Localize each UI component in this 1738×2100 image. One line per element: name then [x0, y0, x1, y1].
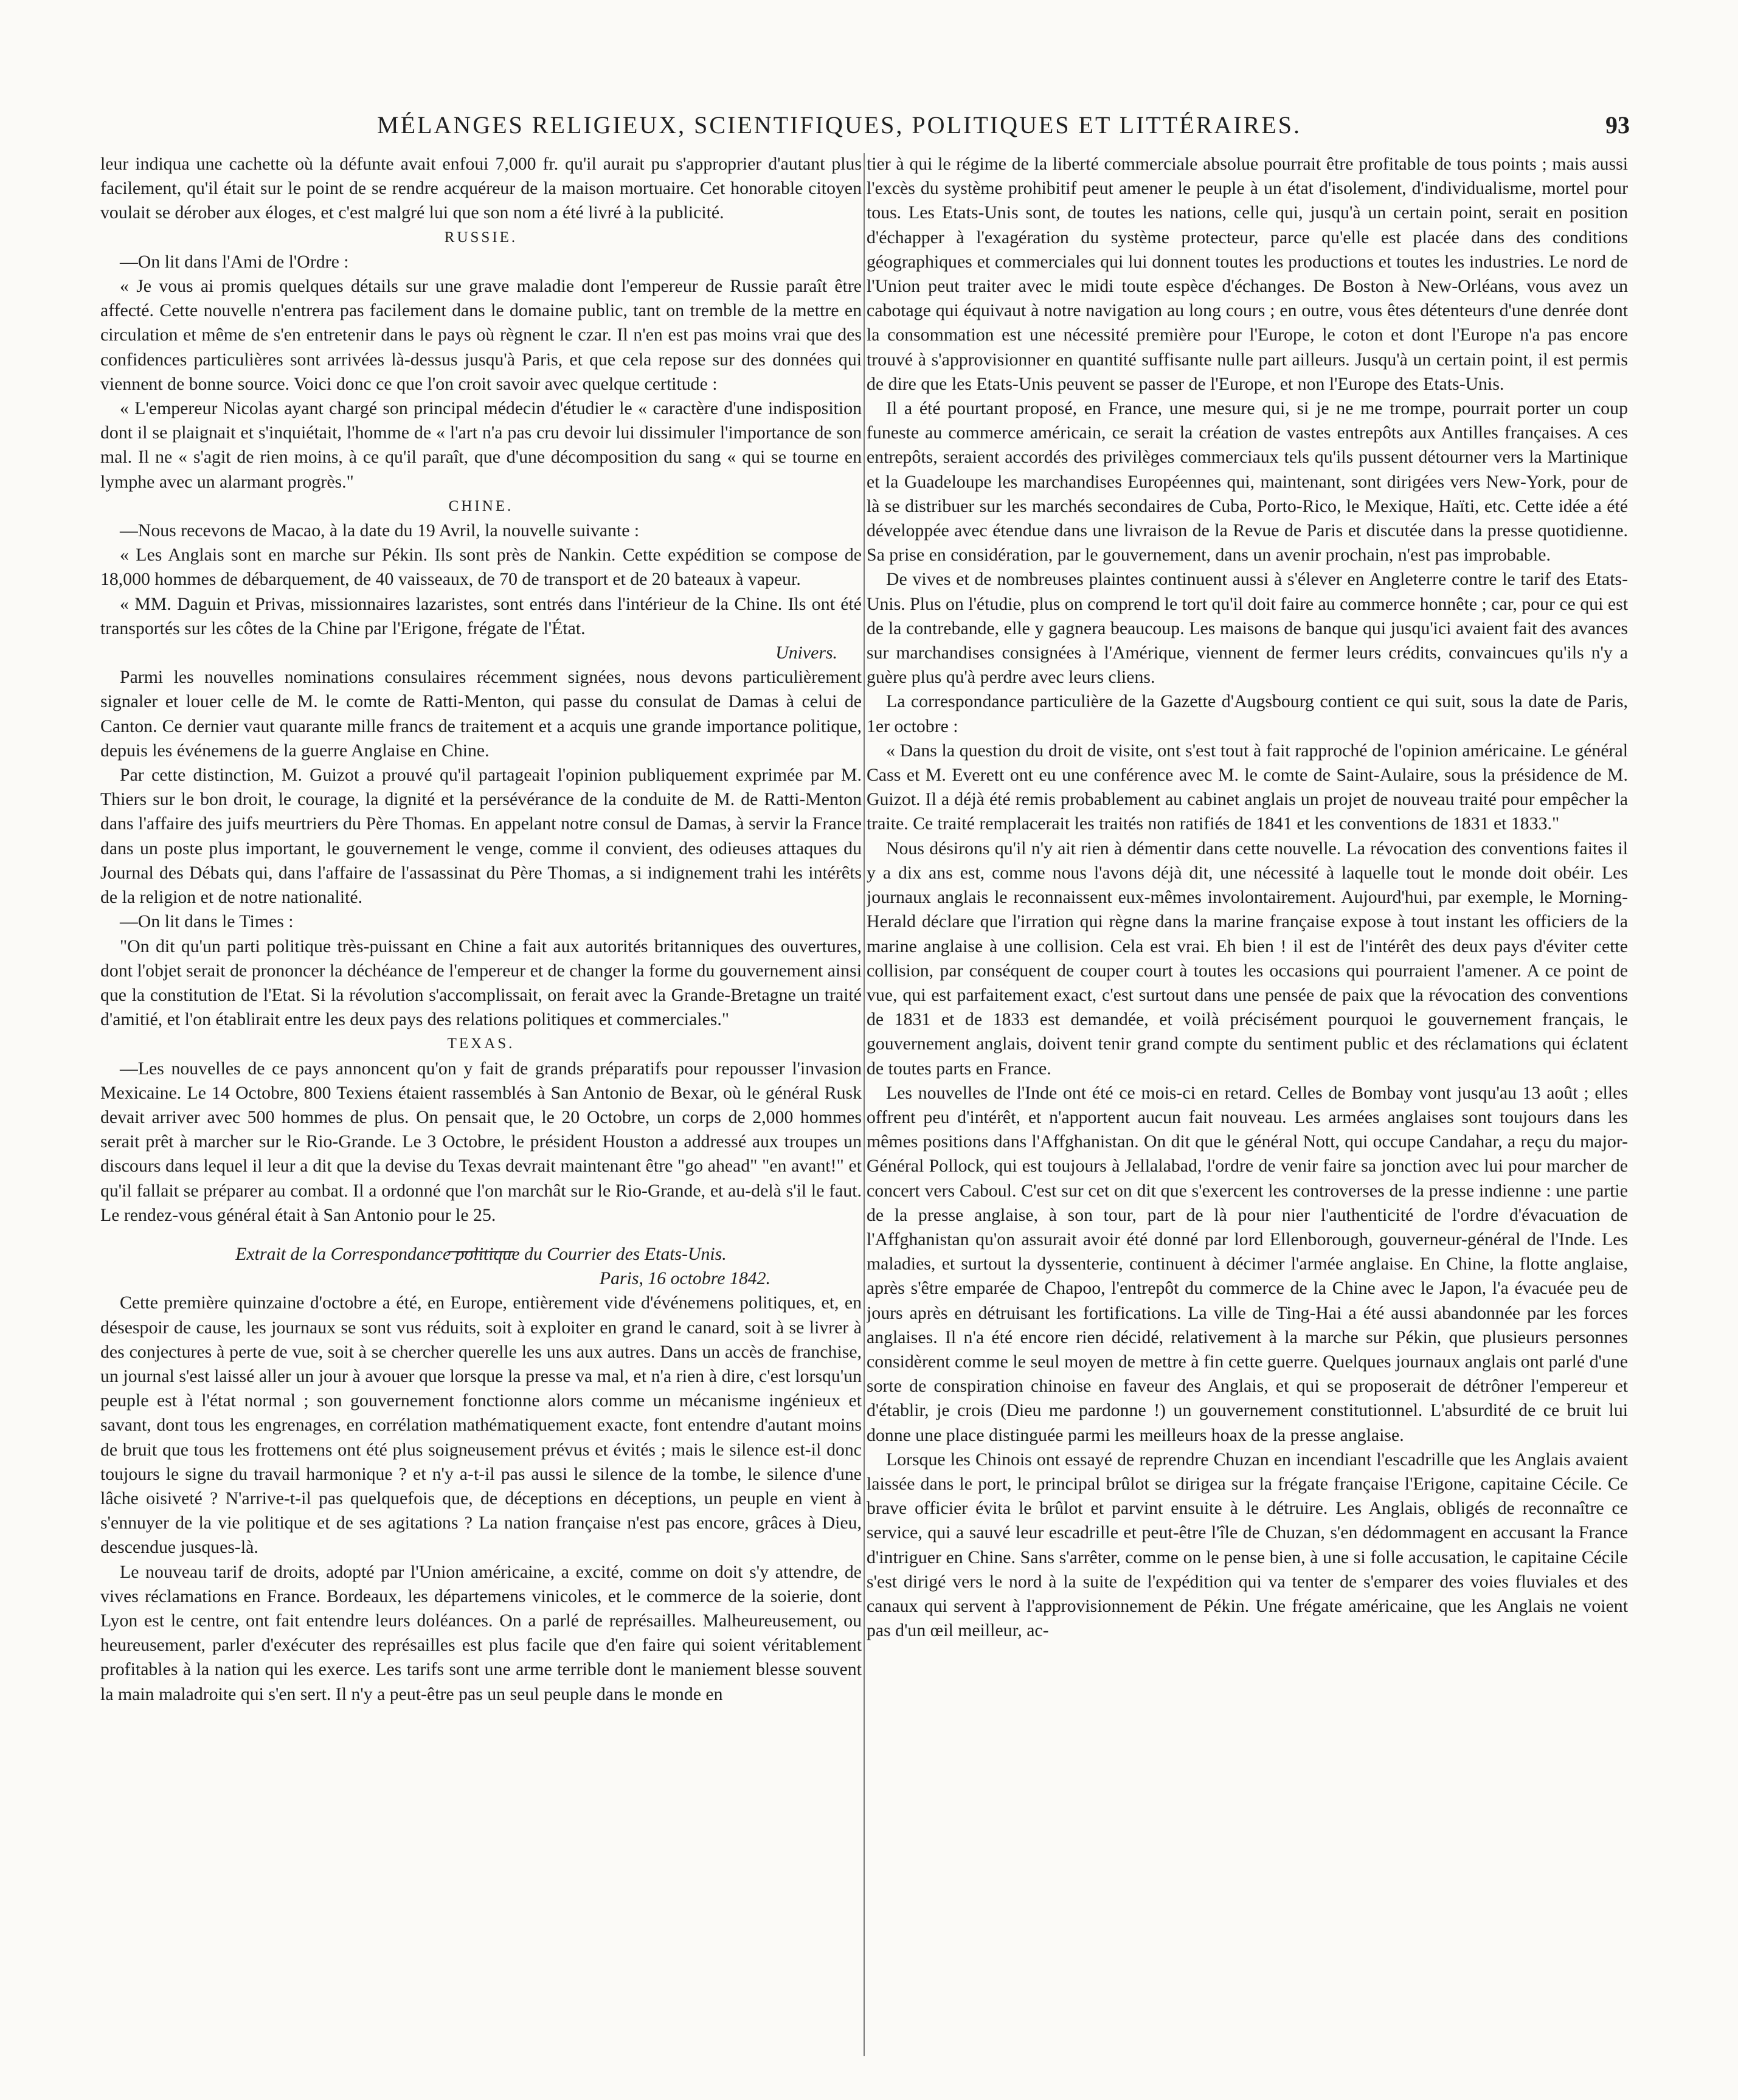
article-paragraph: Lorsque les Chinois ont essayé de reprendre Chuzan en incendiant l'escadrille que les Anglais avaient laissée dans le port, le principal brûlot se dirigea sur la frégate française l'Erigone, capitaine Cécile. Ce brave officier évita le brûlot et parvint ensuite à le détruire. Les Anglais, obligés de reconnaître ce service, qui a sauvé leur escadrille et peut-être l'île de Chuzan, s'en dédommagent en accusant la France d'intriguer en Chine. Sans s'arrêter, comme on le pense bien, à une si folle accusation, le capitaine Cécile s'est dirigé vers le nord à la suite de l'expédition qui va tenter de s'emparer des voies fluviales et des canaux qui servent à l'approvisionnement de Pékin. Une frégate américaine, que les Anglais ne voient pas d'un œil meilleur, ac- — [867, 1449, 1628, 1641]
section-heading: RUSSIE. — [444, 229, 518, 246]
article-paragraph: —On lit dans le Times : — [120, 911, 294, 932]
article-paragraph: "On dit qu'un parti politique très-puissant en Chine a fait aux autorités britanniques des ouvertures, dont l'objet serait de prononcer la déchéance de l'empereur et de changer la forme du gouvernement ainsi que la constitution de l'Etat. Si la révolution s'accomplissait, on ferait avec la Grande-Bretagne un traité d'amitié, et l'on établirait entre les deux pays des relations politiques et commerciales." — [100, 936, 862, 1030]
page-number: 93 — [1605, 111, 1630, 139]
article-paragraph: La correspondance particulière de la Gazette d'Augsbourg contient ce qui suit, sous la date de Paris, 1er octobre : — [867, 691, 1628, 736]
left-column — [100, 152, 862, 2079]
page-header — [97, 108, 1630, 145]
dateline: Paris, 16 octobre 1842. — [599, 1268, 770, 1289]
article-paragraph: Parmi les nouvelles nominations consulaires récemment signées, nous devons particulièrement signaler et louer celle de M. le comte de Ratti-Menton, qui passe du consulat de Damas à celui de Canton. Ce dernier vaut quarante mille francs de traitement et a acquis une grande importance politique, depuis les événemens de la guerre Anglaise en Chine. — [100, 667, 862, 761]
section-heading: TEXAS. — [447, 1035, 515, 1052]
right-column — [867, 152, 1628, 2079]
article-paragraph: leur indiqua une cachette où la défunte avait enfoui 7,000 fr. qu'il aurait pu s'approprier d'autant plus facilement, qu'il était sur le point de se rendre acquéreur de la maison mortuaire. Cet honorable citoyen voulait se dérober aux éloges, et c'est malgré lui que son nom a été livré à la publicité. — [100, 154, 862, 223]
running-head: MÉLANGES RELIGIEUX, SCIENTIFIQUES, POLITIQUES ET LITTÉRAIRES. — [377, 111, 1301, 139]
article-paragraph: « MM. Daguin et Privas, missionnaires lazaristes, sont entrés dans l'intérieur de la Chine. Ils ont été transportés sur les côtes de la Chine par l'Erigone, frégate de l'État. — [100, 593, 862, 638]
article-paragraph: —Nous recevons de Macao, à la date du 19 Avril, la nouvelle suivante : — [120, 520, 640, 541]
section-divider — [100, 1230, 862, 1242]
column-divider — [864, 153, 865, 2056]
section-heading: CHINE. — [448, 497, 514, 514]
article-paragraph: Le nouveau tarif de droits, adopté par l'Union américaine, a excité, comme on doit s'y attendre, de vives réclamations en France. Bordeaux, les départemens vinicoles, et le commerce de la soierie, dont Lyon est le centre, ont fait entendre leurs doléances. On a parlé de représailles. Malheureusement, ou heureusement, parler d'exécuter des représailles est plus facile que d'en faire qui soient véritablement profitables à la nation qui les exerce. Les tarifs sont une arme terrible dont le maniement blesse souvent la main maladroite qui s'en sert. Il n'y a peut-être pas un seul peuple dans le monde en — [100, 1561, 862, 1704]
article-paragraph: Nous désirons qu'il n'y ait rien à démentir dans cette nouvelle. La révocation des conventions faites il y a dix ans est, comme nous l'avons déjà dit, une nécessité à laquelle tout le monde doit obéir. Les journaux anglais le reconnaissent eux-mêmes involontairement. Aujourd'hui, par exemple, le Morning-Herald déclare que l'irration qui règne dans la marine française expose à tout instant les officiers de la marine anglaise à une collision. Cela est vrai. Eh bien ! il est de l'intérêt des deux pays d'éviter cette collision, par conséquent de couper court à toutes les occasions qui pourraient l'amener. A ce point de vue, qui est parfaitement exact, c'est surtout dans une pensée de paix que la révocation des conventions de 1831 et de 1833 est demandée, et voilà précisément pourquoi le gouvernement français, le gouvernement anglais, doivent tenir grand compte du sentiment public et des réclamations qui éclatent de toutes parts en France. — [867, 838, 1628, 1079]
article-paragraph: « Je vous ai promis quelques détails sur une grave maladie dont l'empereur de Russie paraît être affecté. Cette nouvelle n'entrera pas facilement dans le domaine public, tant on tremble de la mettre en circulation et même de s'en entretenir dans le pays où règnent le czar. Il n'en est pas moins vrai que des confidences particulières sont arrivées là-dessus jusqu'à Paris, et que cela repose sur des données qui viennent de bonne source. Voici donc ce que l'on croit savoir avec quelque certitude : — [100, 276, 862, 394]
article-paragraph: Les nouvelles de l'Inde ont été ce mois-ci en retard. Celles de Bombay vont jusqu'au 13 août ; elles offrent peu d'intérêt, et n'apportent aucun fait nouveau. Les armées anglaises sont toujours dans les mêmes positions dans l'Affghanistan. On dit que le général Nott, qui occupe Candahar, a reçu du major-Général Pollock, qui est toujours à Jellalabad, l'ordre de venir faire sa jonction avec lui pour marcher de concert vers Caboul. C'est sur cet on dit que s'exercent les controverses de la presse indienne : une partie de la presse anglaise, à son tour, part de là pour nier l'authenticité de l'ordre d'évacuation de l'Affghanistan qu'on assurait avoir été donné par lord Ellenborough, gouverneur-général de l'Inde. Les maladies, et surtout la dyssenterie, continuent à décimer l'armée anglaise. En Chine, la flotte anglaise, après s'être emparée de Chapoo, l'entrepôt du commerce de la Chine avec le Japon, l'a évacuée peu de jours après en détruisant les fortifications. La ville de Ting-Hai a été aussi abandonnée par les forces anglaises. Il n'a été encore rien décidé, relativement à la marche sur Pékin, que plusieurs personnes considèrent comme le seul moyen de mettre à fin cette guerre. Quelques journaux anglais ont parlé d'une sorte de conspiration chinoise en faveur des Anglais, et qui se proposerait de détrôner l'empereur et d'établir, je crois (Dieu me pardonne !) un gouvernement constitutionnel. L'absurdité de ce bruit lui donne une place distinguée parmi les meilleurs hoax de la presse anglaise. — [867, 1082, 1628, 1445]
article-paragraph: De vives et de nombreuses plaintes continuent aussi à s'élever en Angleterre contre le tarif des Etats-Unis. Plus on l'étudie, plus on comprend le tort qu'il doit faire au commerce honnête ; car, pour ce qui est de la contrebande, elle y gagnera beaucoup. Les maisons de banque qui jusqu'ici avaient fait des avances sur marchandises consignées à l'Amérique, viennent de fermer leurs crédits, convaincues qu'ils n'y a guère plus qu'à perdre avec leurs cliens. — [867, 569, 1628, 688]
article-paragraph: « Les Anglais sont en marche sur Pékin. Ils sont près de Nankin. Cette expédition se compose de 18,000 hommes de débarquement, de 40 vaisseaux, de 70 de transport et de 20 bateaux à vapeur. — [100, 545, 862, 590]
article-paragraph: tier à qui le régime de la liberté commerciale absolue pourrait être profitable de tous points ; mais aussi l'excès du système prohibitif peut amener le peuple à un état d'isolement, d'individualisme, mortel pour tous. Les Etats-Unis sont, de toutes les nations, celle qui, jusqu'à un certain point, serait en position d'échapper à l'exagération du système protecteur, parce qu'elle est placée dans des conditions géographiques et commerciales qui lui donnent toutes les productions et toutes les industries. Le nord de l'Union peut traiter avec le midi toute espèce d'échanges. De Boston à New-Orléans, vous avez un cabotage qui équivaut à notre navigation au long cours ; en outre, vous êtes détenteurs d'une denrée dont la consommation est une nécessité première pour l'Europe, le coton et dont l'Europe n'a pas encore trouvé à s'approvisionner en quantité suffisante nulle part ailleurs. Jusqu'à un certain point, il est permis de dire que les Etats-Unis peuvent se passer de l'Europe, et non l'Europe des Etats-Unis. — [867, 154, 1628, 394]
article-paragraph: « Dans la question du droit de visite, ont s'est tout à fait rapproché de l'opinion américaine. Le général Cass et M. Everett ont eu une conférence avec M. le comte de Saint-Aulaire, sous la présidence de M. Guizot. Il a déjà été remis probablement au cabinet anglais un projet de nouveau traité pour empêcher la traite. Ce traité remplacerait les traités non ratifiés de 1841 et les conventions de 1831 et 1833." — [867, 740, 1628, 834]
article-paragraph: « L'empereur Nicolas ayant chargé son principal médecin d'étudier le « caractère d'une indisposition dont il se plaignait et s'inquiétait, l'homme de « l'art n'a pas cru devoir lui dissimuler l'importance de son mal. Il ne « s'agit de rien moins, à ce qu'il paraît, que d'une décomposition du sang « qui se tourne en lymphe avec un alarmant progrès." — [100, 398, 862, 492]
divider-line — [448, 1251, 514, 1252]
article-paragraph: —On lit dans l'Ami de l'Ordre : — [120, 251, 349, 272]
source-attribution: Univers. — [775, 643, 837, 663]
article-paragraph: Il a été pourtant proposé, en France, une mesure qui, si je ne me trompe, pourrait porter un coup funeste au commerce américain, ce serait la création de vastes entrepôts aux Antilles françaises. A ces entrepôts, seraient accordés des privilèges commerciaux tels qu'ils pussent détourner vers la Martinique et la Guadeloupe les marchandises Européennes qui, maintenant, sont dirigées vers New-York, pour de là se distribuer sur les marchés secondaires de Cuba, Porto-Rico, le Mexique, Haïti, etc. Cette idée a été développée avec étendue dans une livraison de la Revue de Paris et discutée dans la presse quotidienne. Sa prise en considération, par le gouvernement, dans un avenir prochain, n'est pas improbable. — [867, 398, 1628, 565]
extract-title: Extrait de la Correspondance politique du Courrier des Etats-Unis. — [235, 1243, 727, 1264]
article-paragraph: —Les nouvelles de ce pays annoncent qu'on y fait de grands préparatifs pour repousser l'invasion Mexicaine. Le 14 Octobre, 800 Texiens étaient rassemblés à San Antonio de Bexar, où le général Rusk devait arriver avec 500 hommes de plus. On pensait que, le 20 Octobre, un corps de 2,000 hommes serait prêt à marcher sur le Rio-Grande. Le 3 Octobre, le président Houston a addressé aux troupes un discours dans lequel il leur a dit que la devise du Texas devrait maintenant être "go ahead" "en avant!" et qu'il fallait se préparer au combat. Il a ordonné que l'on marchât sur le Rio-Grande, et au-delà s'il le faut. Le rendez-vous général était à San Antonio pour le 25. — [100, 1058, 862, 1225]
article-paragraph: Cette première quinzaine d'octobre a été, en Europe, entièrement vide d'événemens politiques, et, en désespoir de cause, les journaux se sont vus réduits, soit à exploiter en grand le canard, soit à se livrer à des conjectures à perte de vue, soit à se chercher querelle les uns aux autres. Dans un accès de franchise, un journal s'est laissé aller un jour à avouer que lorsque la presse va mal, et n'a rien à dire, c'est lorsqu'un peuple est à l'état normal ; son gouvernement fonctionne alors comme un mécanisme ingénieux et savant, dont tous les engrenages, en corrélation mathématiquement exacte, font entendre d'autant moins de bruit que tous les frottemens ont été plus soigneusement prévus et évités ; mais le silence est-il donc toujours le signe du travail harmonique ? et n'y a-t-il pas aussi le silence de la tombe, le silence d'une lâche oisiveté ? N'arrive-t-il pas quelquefois que, de déceptions en déceptions, un peuple en vient à s'ennuyer de la vie politique et de ses agitations ? La nation française n'est pas encore, grâces à Dieu, descendue jusques-là. — [100, 1293, 862, 1558]
article-paragraph: Par cette distinction, M. Guizot a prouvé qu'il partageait l'opinion publiquement exprimée par M. Thiers sur le bon droit, le courage, la dignité et la persévérance de la conduite de M. de Ratti-Menton dans l'affaire des juifs meurtriers du Père Thomas. En appelant notre consul de Damas, à servir la France dans un poste plus important, le gouvernement le venge, comme il convient, des odieuses attaques du Journal des Débats qui, dans l'affaire de l'assassinat du Père Thomas, a si indignement trahi les intérêts de la religion et de notre nationalité. — [100, 765, 862, 908]
